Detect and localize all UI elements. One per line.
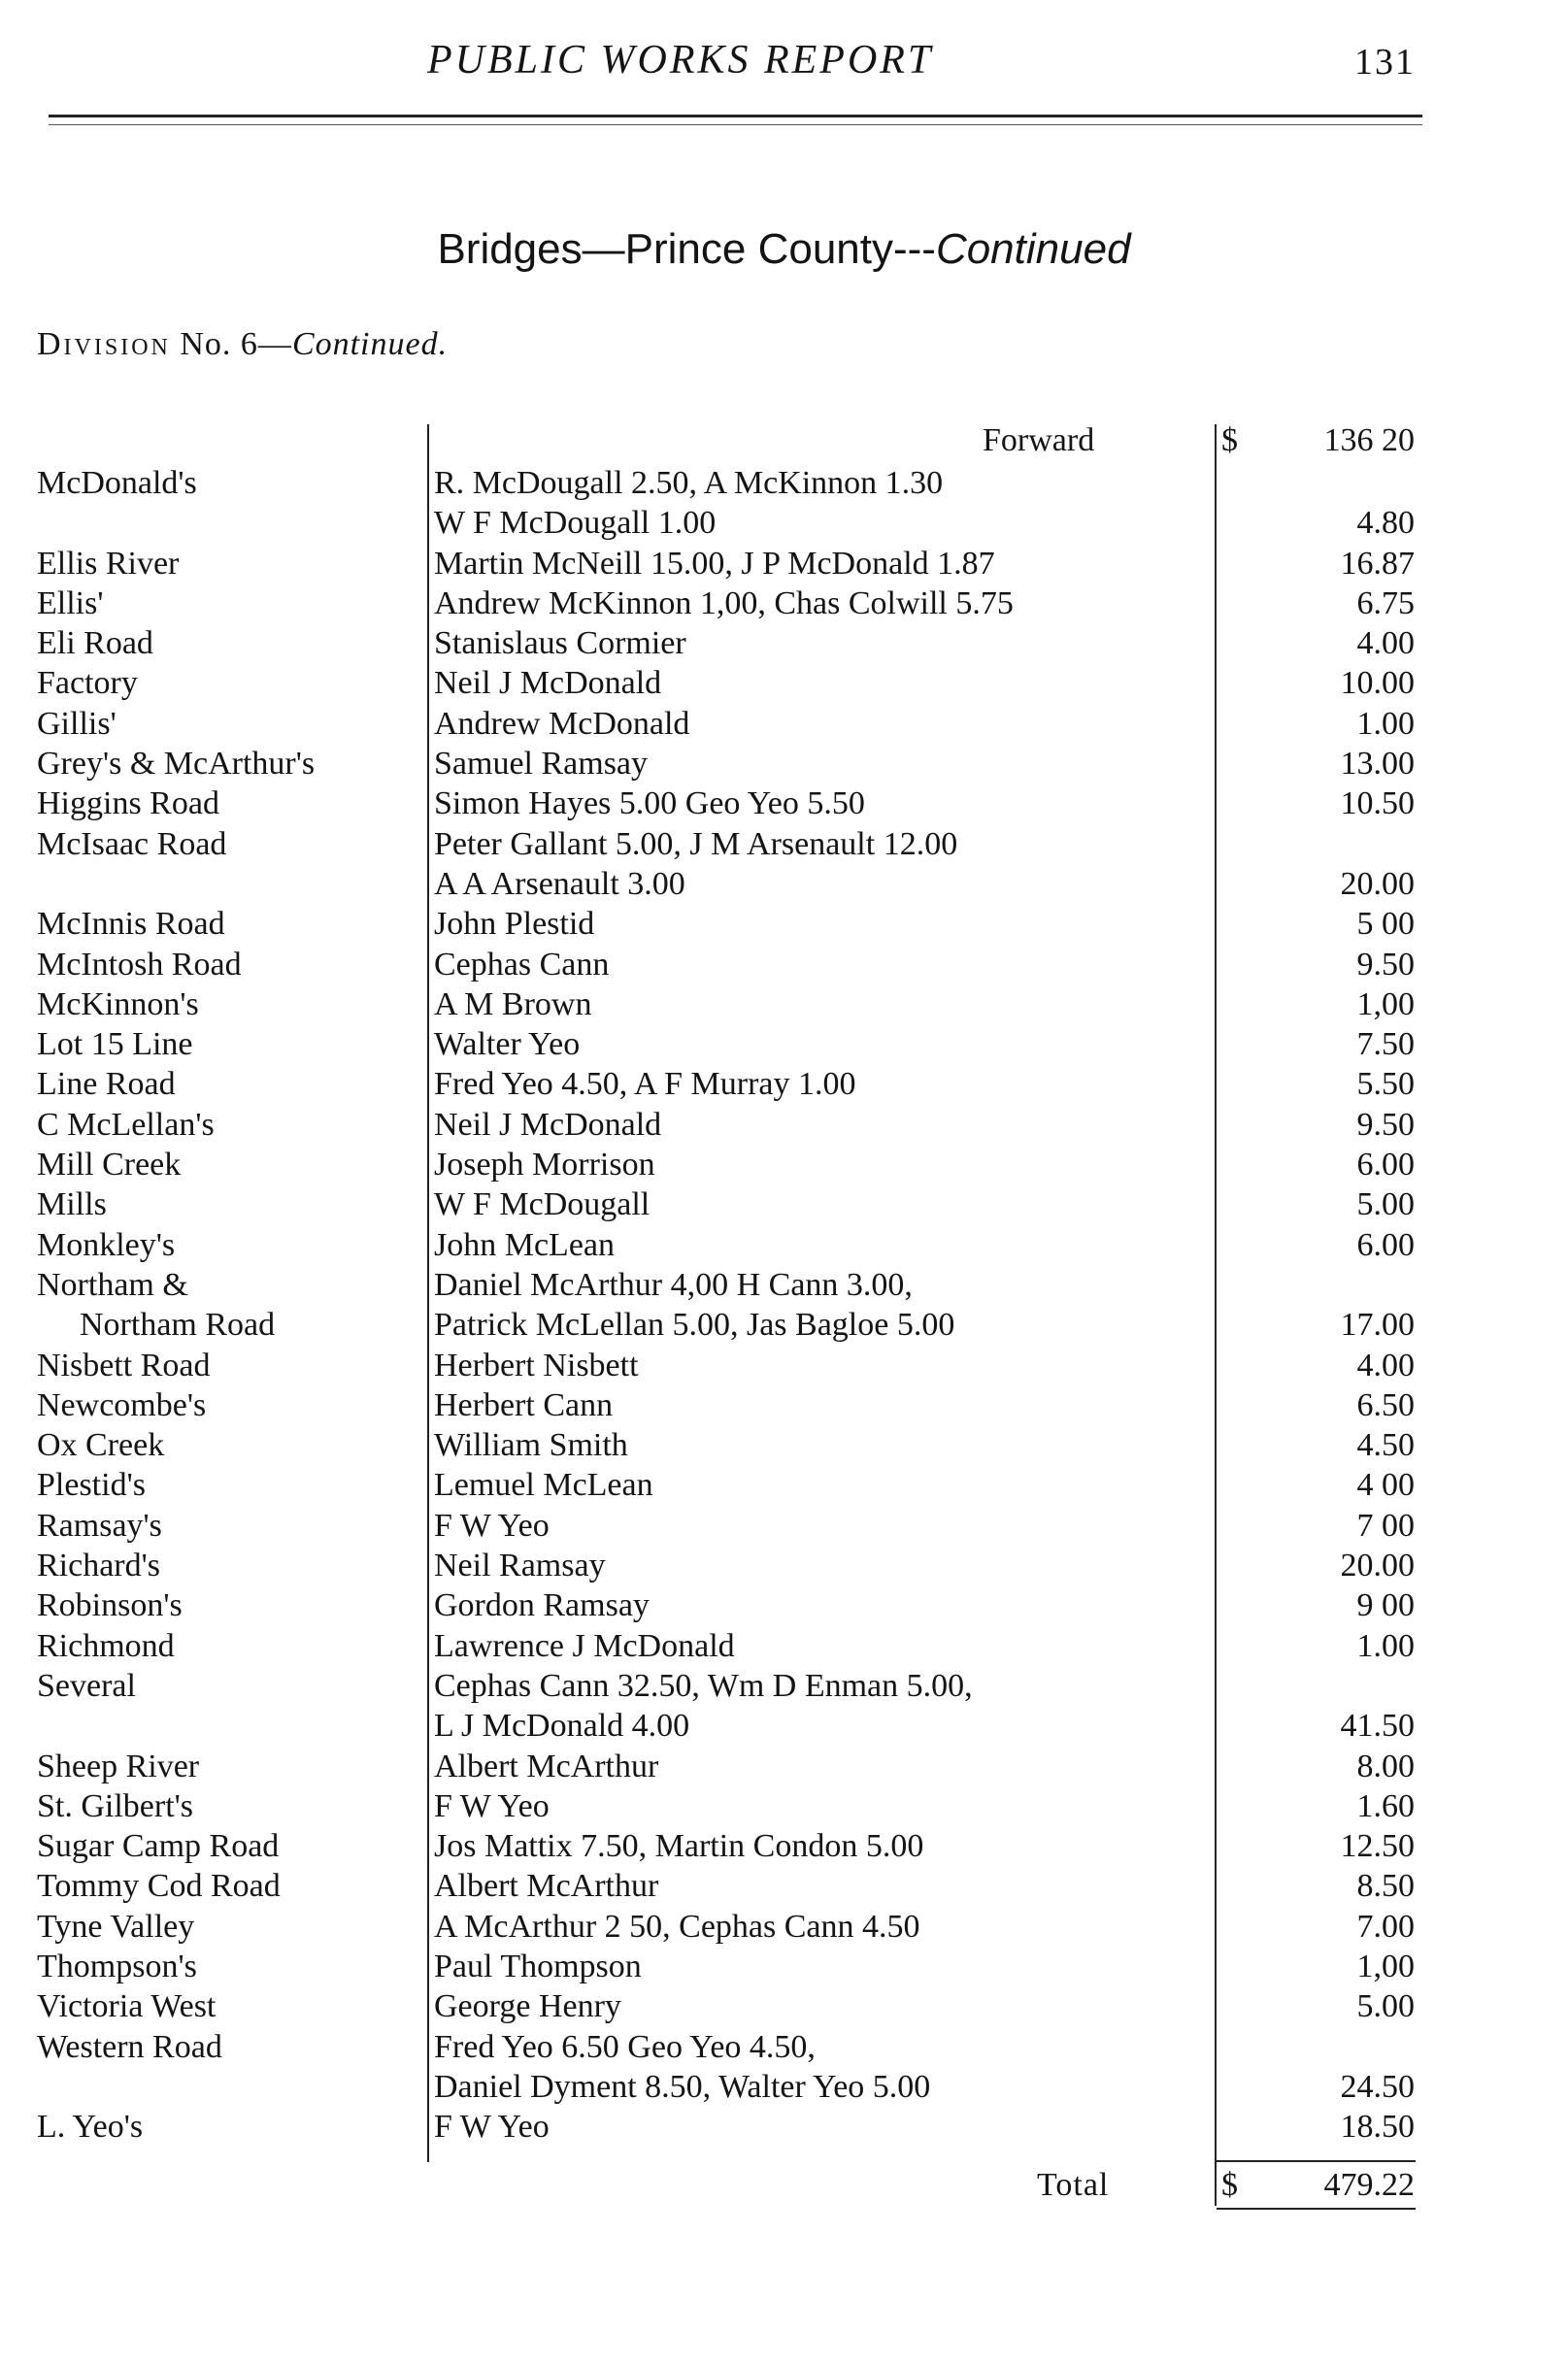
row-payees: R. McDougall 2.50, A McKinnon 1.30 xyxy=(434,465,944,501)
total-amount: 479.22 xyxy=(1323,2167,1415,2203)
row-amount xyxy=(1225,824,1415,864)
row-location: Plestid's xyxy=(37,1467,146,1504)
row-location: Ellis' xyxy=(37,584,104,621)
row-location xyxy=(37,503,315,543)
row-payees: F W Yeo xyxy=(434,1787,550,1824)
row-amount: 1.00 xyxy=(1356,705,1415,742)
column-divider-names xyxy=(427,424,429,2162)
header-rule xyxy=(49,115,1422,117)
row-amount: 18.50 xyxy=(1340,2109,1415,2146)
total-dollar-sign: $ xyxy=(1221,2167,1238,2203)
column-divider-amounts xyxy=(1215,424,1217,2206)
row-location: Higgins Road xyxy=(37,785,219,822)
section-heading xyxy=(0,225,1568,274)
row-location: St. Gilbert's xyxy=(37,1787,194,1824)
row-amount xyxy=(1225,2027,1415,2067)
row-payees: Joseph Morrison xyxy=(434,1147,655,1183)
row-location: Richmond xyxy=(37,1627,175,1664)
row-amount xyxy=(1225,1666,1415,1706)
row-payees: John McLean xyxy=(434,1226,616,1263)
forward-label: Forward xyxy=(983,422,1095,458)
division-number: No. 6— xyxy=(180,326,292,362)
row-amount: 6.00 xyxy=(1356,1226,1415,1263)
row-location: McKinnon's xyxy=(37,985,199,1022)
row-payees: F W Yeo xyxy=(434,2109,550,2146)
row-location: Northam Road xyxy=(80,1307,276,1344)
row-amount: 6.75 xyxy=(1356,584,1415,621)
forward-amount: 136 20 xyxy=(1323,422,1415,458)
row-location: Tommy Cod Road xyxy=(37,1868,281,1905)
row-amount: 10.00 xyxy=(1340,665,1415,702)
row-payees: John Plestid xyxy=(434,906,595,943)
header-rule-thin xyxy=(49,124,1422,125)
row-amount: 6.00 xyxy=(1356,1147,1415,1183)
row-amount xyxy=(1225,1265,1415,1305)
total-rule-top xyxy=(1217,2160,1416,2162)
row-location xyxy=(37,864,315,904)
row-payees: Daniel McArthur 4,00 H Cann 3.00, xyxy=(434,1266,913,1303)
row-location: Factory xyxy=(37,665,138,702)
row-amount: 13.00 xyxy=(1340,746,1415,783)
row-amount: 17.00 xyxy=(1340,1307,1415,1344)
row-payees: Stanislaus Cormier xyxy=(434,625,686,662)
row-location: McIntosh Road xyxy=(37,946,242,983)
row-amount: 9 00 xyxy=(1356,1587,1415,1624)
row-amount: 1,00 xyxy=(1356,1948,1415,1984)
row-amount: 8.00 xyxy=(1356,1748,1415,1784)
row-payees: Lemuel McLean xyxy=(434,1467,653,1504)
division-label: Division xyxy=(37,326,171,362)
row-location: Tyne Valley xyxy=(37,1908,195,1945)
row-location: McInnis Road xyxy=(37,906,225,943)
row-payees: Daniel Dyment 8.50, Walter Yeo 5.00 xyxy=(434,2068,931,2105)
row-payees: Neil J McDonald xyxy=(434,1106,662,1143)
row-location: Ramsay's xyxy=(37,1507,162,1544)
row-payees: Peter Gallant 5.00, J M Arsenault 12.00 xyxy=(434,825,958,862)
row-payees: Martin McNeill 15.00, J P McDonald 1.87 xyxy=(434,545,995,582)
row-amount: 5.00 xyxy=(1356,1186,1415,1223)
row-location: Gillis' xyxy=(37,705,117,742)
row-amount: 8.50 xyxy=(1356,1868,1415,1905)
row-location: Mill Creek xyxy=(37,1147,182,1183)
row-payees: W F McDougall 1.00 xyxy=(434,505,717,542)
locations-column xyxy=(37,463,315,2147)
row-payees: L J McDonald 4.00 xyxy=(434,1708,690,1745)
row-payees: Andrew McDonald xyxy=(434,705,690,742)
row-location: Monkley's xyxy=(37,1226,176,1263)
row-payees: Patrick McLellan 5.00, Jas Bagloe 5.00 xyxy=(434,1307,955,1344)
heading-main: Bridges—Prince County--- xyxy=(437,225,936,273)
row-location: Sugar Camp Road xyxy=(37,1828,280,1865)
row-amount: 4.80 xyxy=(1356,505,1415,542)
division-continued: Continued. xyxy=(291,326,449,362)
row-location: Several xyxy=(37,1667,136,1704)
row-amount: 4.50 xyxy=(1356,1427,1415,1464)
row-location: McDonald's xyxy=(37,465,197,501)
running-title: PUBLIC WORKS REPORT xyxy=(427,38,934,83)
row-payees: W F McDougall xyxy=(434,1186,651,1223)
row-location: Eli Road xyxy=(37,625,153,662)
running-head xyxy=(0,37,1568,95)
forward-dollar-sign: $ xyxy=(1221,422,1238,458)
row-amount: 7.50 xyxy=(1356,1026,1415,1063)
row-location: Nisbett Road xyxy=(37,1347,211,1383)
row-location: Newcombe's xyxy=(37,1386,207,1423)
amounts-column xyxy=(1225,463,1415,2147)
row-payees: Cephas Cann 32.50, Wm D Enman 5.00, xyxy=(434,1667,973,1704)
row-payees: Samuel Ramsay xyxy=(434,746,649,783)
row-payees: Fred Yeo 4.50, A F Murray 1.00 xyxy=(434,1066,856,1103)
row-amount: 4.00 xyxy=(1356,1347,1415,1383)
row-amount: 5 00 xyxy=(1356,906,1415,943)
row-location: Victoria West xyxy=(37,1988,217,2025)
page-number: 131 xyxy=(1354,42,1416,83)
row-payees: Fred Yeo 6.50 Geo Yeo 4.50, xyxy=(434,2028,816,2065)
row-location xyxy=(37,1706,315,1746)
row-location: Lot 15 Line xyxy=(37,1026,193,1063)
total-rule-bottom xyxy=(1217,2208,1416,2210)
row-payees: George Henry xyxy=(434,1988,621,2025)
row-payees: Cephas Cann xyxy=(434,946,610,983)
heading-continued: Continued xyxy=(935,225,1131,273)
row-location: Northam & xyxy=(37,1266,188,1303)
row-payees: Herbert Nisbett xyxy=(434,1347,639,1383)
row-amount: 1.00 xyxy=(1356,1627,1415,1664)
row-payees: William Smith xyxy=(434,1427,628,1464)
row-location: Thompson's xyxy=(37,1948,197,1984)
payees-column xyxy=(434,463,1014,2147)
row-amount: 10.50 xyxy=(1340,785,1415,822)
row-amount: 12.50 xyxy=(1340,1828,1415,1865)
row-payees: Jos Mattix 7.50, Martin Condon 5.00 xyxy=(434,1828,924,1865)
row-payees: Walter Yeo xyxy=(434,1026,581,1063)
row-payees: Andrew McKinnon 1,00, Chas Colwill 5.75 xyxy=(434,584,1014,621)
division-heading xyxy=(37,326,448,363)
row-payees: Neil Ramsay xyxy=(434,1548,606,1584)
row-location: C McLellan's xyxy=(37,1106,215,1143)
row-amount: 24.50 xyxy=(1340,2068,1415,2105)
row-amount: 9.50 xyxy=(1356,1106,1415,1143)
row-payees: Gordon Ramsay xyxy=(434,1587,650,1624)
total-label: Total xyxy=(1037,2167,1110,2203)
row-payees: A M Brown xyxy=(434,985,592,1022)
row-location: Grey's & McArthur's xyxy=(37,746,316,783)
row-amount xyxy=(1225,463,1415,503)
row-payees: Albert McArthur xyxy=(434,1748,659,1784)
row-location: McIsaac Road xyxy=(37,825,227,862)
row-payees: Neil J McDonald xyxy=(434,665,662,702)
row-amount: 9.50 xyxy=(1356,946,1415,983)
row-amount: 4 00 xyxy=(1356,1467,1415,1504)
row-location xyxy=(37,2067,315,2107)
row-payees: F W Yeo xyxy=(434,1507,550,1544)
row-payees: Paul Thompson xyxy=(434,1948,642,1984)
row-location: L. Yeo's xyxy=(37,2109,144,2146)
row-location: Ox Creek xyxy=(37,1427,165,1464)
row-amount: 5.00 xyxy=(1356,1988,1415,2025)
row-amount: 7 00 xyxy=(1356,1507,1415,1544)
row-amount: 6.50 xyxy=(1356,1386,1415,1423)
row-amount: 4.00 xyxy=(1356,625,1415,662)
row-amount: 1.60 xyxy=(1356,1787,1415,1824)
row-amount: 1,00 xyxy=(1356,985,1415,1022)
row-amount: 5.50 xyxy=(1356,1066,1415,1103)
row-payees: A A Arsenault 3.00 xyxy=(434,865,685,902)
row-location: Richard's xyxy=(37,1548,160,1584)
row-location: Mills xyxy=(37,1186,107,1223)
row-amount: 20.00 xyxy=(1340,1548,1415,1584)
row-amount: 7.00 xyxy=(1356,1908,1415,1945)
row-amount: 16.87 xyxy=(1340,545,1415,582)
row-payees: Albert McArthur xyxy=(434,1868,659,1905)
row-location: Western Road xyxy=(37,2028,222,2065)
row-payees: Simon Hayes 5.00 Geo Yeo 5.50 xyxy=(434,785,865,822)
row-location: Ellis River xyxy=(37,545,180,582)
row-amount: 20.00 xyxy=(1340,865,1415,902)
row-location: Line Road xyxy=(37,1066,176,1103)
row-payees: A McArthur 2 50, Cephas Cann 4.50 xyxy=(434,1908,920,1945)
row-payees: Lawrence J McDonald xyxy=(434,1627,735,1664)
row-amount: 41.50 xyxy=(1340,1708,1415,1745)
row-location: Sheep River xyxy=(37,1748,200,1784)
row-payees: Herbert Cann xyxy=(434,1386,614,1423)
row-location: Robinson's xyxy=(37,1587,183,1624)
